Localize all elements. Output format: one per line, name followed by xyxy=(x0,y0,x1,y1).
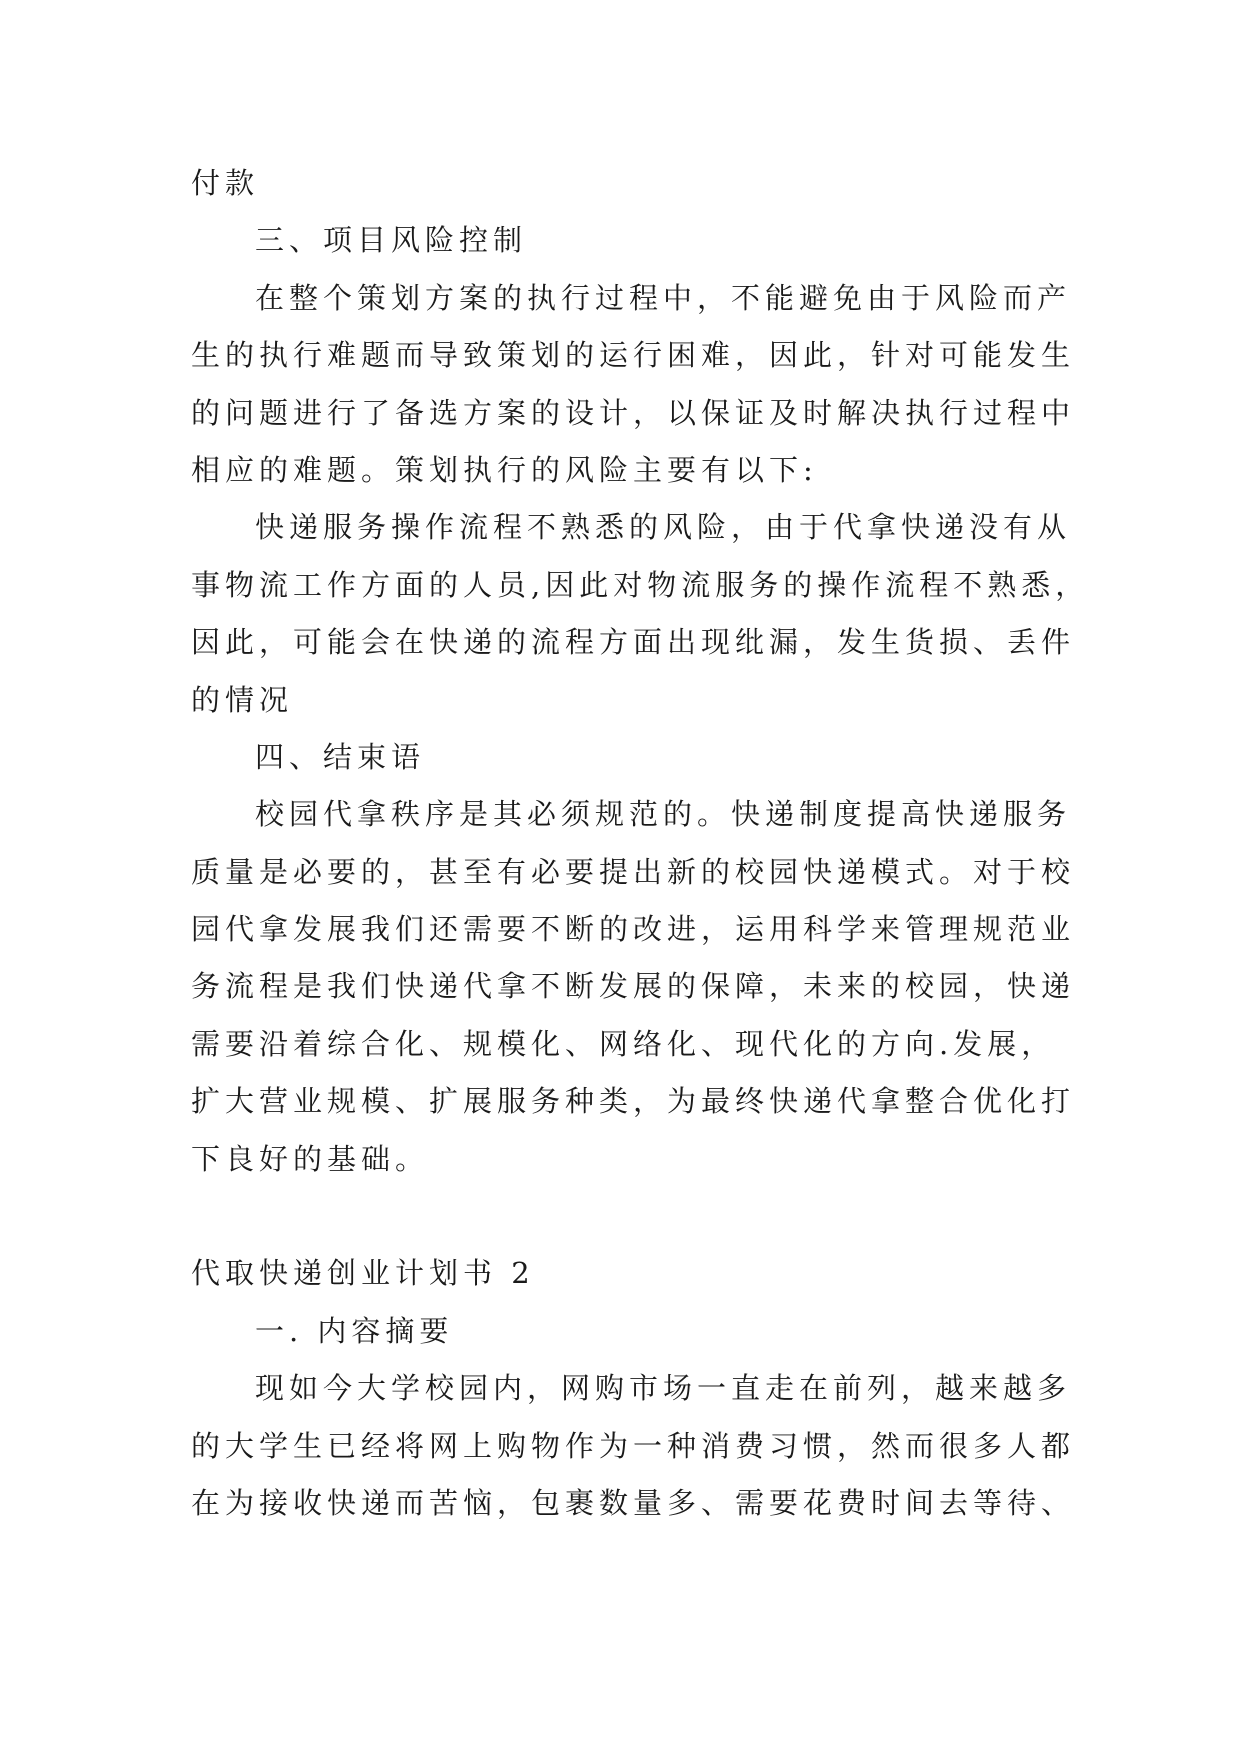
paragraph-line: 事物流工作方面的人员,因此对物流服务的操作流程不熟悉， xyxy=(191,567,1090,602)
paragraph-line: 在整个策划方案的执行过程中，不能避免由于风险而产 xyxy=(255,280,1072,315)
paragraph-line: 相应的难题。策划执行的风险主要有以下: xyxy=(191,452,818,487)
paragraph-line: 校园代拿秩序是其必须规范的。快递制度提高快递服务 xyxy=(255,797,1072,832)
paragraph-line: 质量是必要的，甚至有必要提出新的校园快递模式。对于校 xyxy=(191,854,1076,889)
paragraph-line: 的问题进行了备选方案的设计，以保证及时解决执行过程中 xyxy=(191,395,1076,430)
section-heading-risk-control: 三、项目风险控制 xyxy=(255,223,528,258)
section-heading-summary: 一. 内容摘要 xyxy=(255,1313,454,1348)
paragraph-line: 园代拿发展我们还需要不断的改进，运用科学来管理规范业 xyxy=(191,912,1076,947)
paragraph-line: 现如今大学校园内，网购市场一直走在前列，越来越多 xyxy=(255,1371,1072,1406)
paragraph-line: 务流程是我们快递代拿不断发展的保障，未来的校园，快递 xyxy=(191,969,1076,1004)
paragraph-line: 的情况 xyxy=(191,682,294,717)
section-heading-conclusion: 四、结束语 xyxy=(255,739,426,774)
paragraph-line: 生的执行难题而导致策划的运行困难，因此，针对可能发生 xyxy=(191,338,1076,373)
paragraph-line: 需要沿着综合化、规模化、网络化、现代化的方向.发展， xyxy=(191,1026,1056,1061)
paragraph-line: 的大学生已经将网上购物作为一种消费习惯，然而很多人都 xyxy=(191,1428,1076,1463)
paragraph-line: 快递服务操作流程不熟悉的风险，由于代拿快递没有从 xyxy=(255,510,1072,545)
document-body xyxy=(191,155,1090,1532)
paragraph-line: 扩大营业规模、扩展服务种类，为最终快递代拿整合优化打 xyxy=(191,1084,1076,1119)
blank-line xyxy=(191,1188,1051,1245)
paragraph-line: 在为接收快递而苦恼，包裹数量多、需要花费时间去等待、 xyxy=(191,1485,1076,1520)
paragraph-line: 下良好的基础。 xyxy=(191,1141,430,1176)
paragraph-line: 付款 xyxy=(191,166,260,200)
document-title: 代取快递创业计划书 2 xyxy=(191,1256,535,1291)
paragraph-line: 因此，可能会在快递的流程方面出现纰漏，发生货损、丢件 xyxy=(191,625,1076,660)
